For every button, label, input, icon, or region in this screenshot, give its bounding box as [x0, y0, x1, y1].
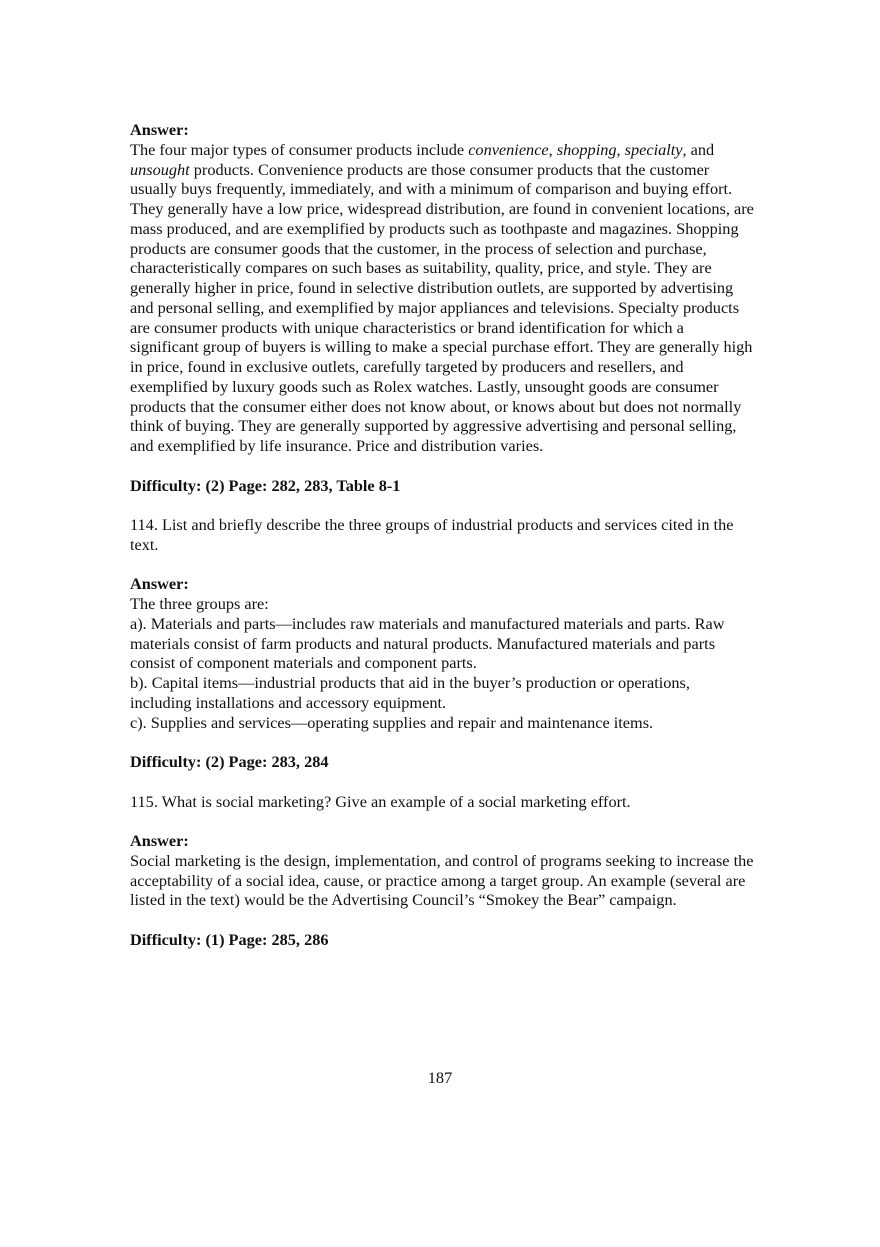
document-body — [130, 120, 755, 950]
difficulty-line: Difficulty: (2) Page: 282, 283, Table 8-1 — [130, 475, 401, 495]
answer-label: Answer: — [130, 574, 189, 594]
answer-label: Answer: — [130, 120, 189, 139]
answer-text: Social marketing is the design, implementation, and control of programs seeking to increase the acceptability of a social idea, cause, or practice among a target group. An example (several are listed in the text) would be the Advertising Council’s “Smokey the Bear” campaign. — [130, 850, 754, 910]
type-unsought: unsought — [130, 159, 190, 179]
type-convenience: convenience — [468, 139, 549, 159]
answer-label: Answer: — [130, 831, 189, 850]
answer-line: a). Materials and parts—includes raw materials and manufactured materials and parts. Raw materials consist of farm products and natural products. Manufactured materials and parts consist of component materials and component parts. — [130, 613, 725, 673]
question-115: 115. What is social marketing? Give an example of a social marketing effort. — [130, 791, 631, 811]
type-specialty: specialty — [624, 139, 683, 159]
type-shopping: shopping — [556, 139, 617, 159]
answer-line: b). Capital items—industrial products that aid in the buyer’s production or operations, including installations and accessory equipment. — [130, 673, 690, 712]
difficulty-line: Difficulty: (2) Page: 283, 284 — [130, 752, 329, 771]
answer-line: c). Supplies and services—operating supplies and repair and maintenance items. — [130, 712, 654, 732]
page-number: 187 — [427, 1068, 453, 1087]
question-114: 114. List and briefly describe the three groups of industrial products and services cited in the text. — [130, 515, 734, 554]
answer-text: The four major types of consumer products include convenience, shopping, specialty, and unsought products. Convenience products are those consumer products that the customer usually buys frequently, immediately, and with a minimum of comparison and buying effort. They generally have a low price, widespread distribution, are found in convenient locations, are mass produced, and are exemplified by products such as toothpaste and magazines. Shopping products are consumer goods that the customer, in the process of selection and purchase, characteristically compares on such bases as suitability, quality, price, and style. They are generally higher in price, found in selective distribution outlets, are supported by advertising and personal selling, and exemplified by major appliances and televisions. Specialty products are consumer products with unique characteristics or brand identification for which a significant group of buyers is willing to make a special purchase effort. They are generally high in price, found in exclusive outlets, carefully targeted by producers and resellers, and exemplified by luxury goods such as Rolex watches. Lastly, unsought goods are consumer products that the consumer either does not know about, or knows about but does not normally think of buying. They are generally supported by aggressive advertising and personal selling, and exemplified by life insurance. Price and distribution varies. — [130, 139, 754, 455]
difficulty-line: Difficulty: (1) Page: 285, 286 — [130, 929, 329, 949]
answer-line: The three groups are: — [130, 594, 269, 613]
